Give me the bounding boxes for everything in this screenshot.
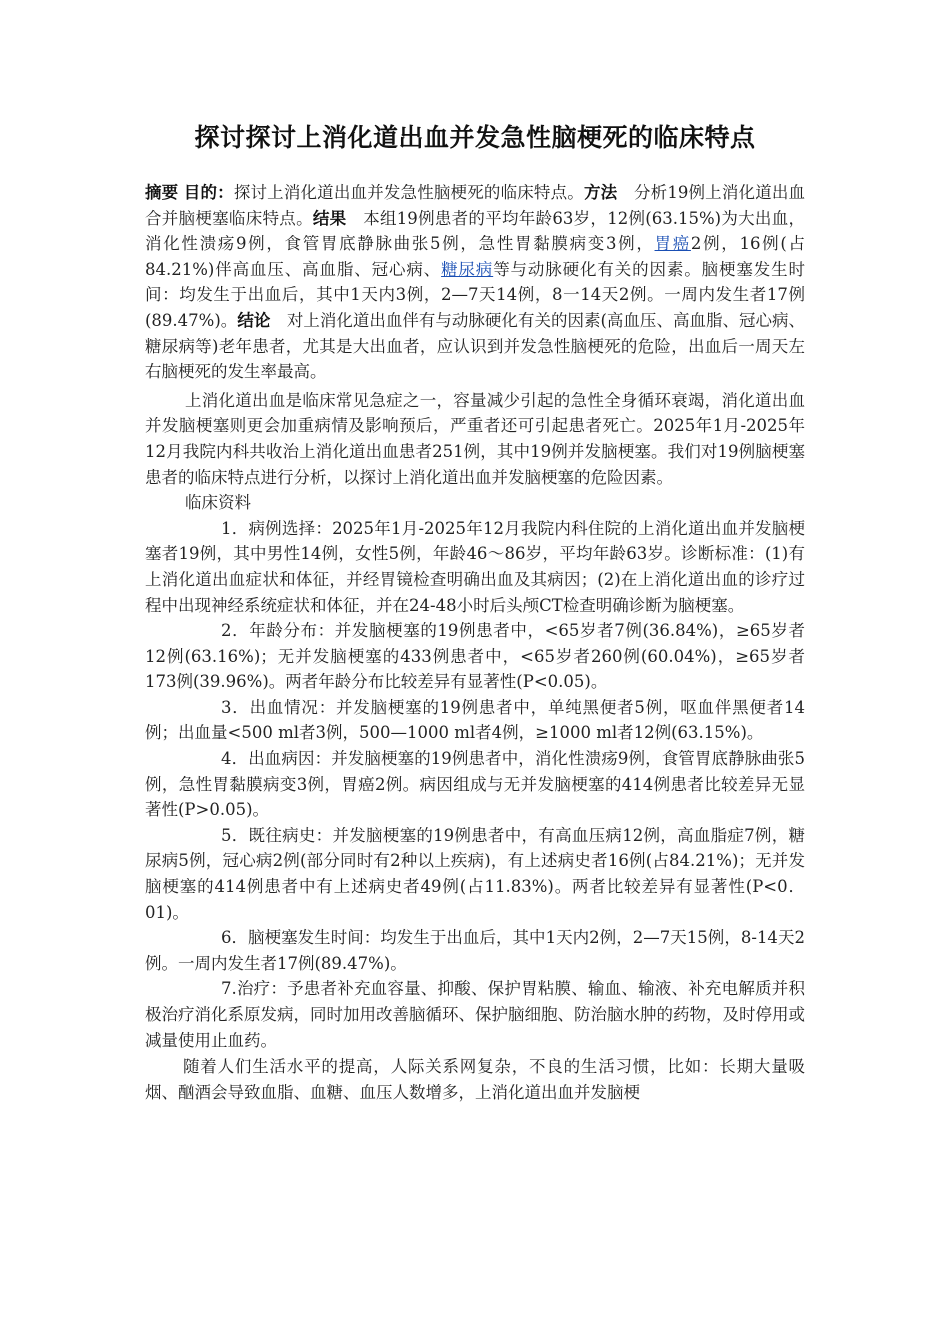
conclusion-text: 对上消化道出血伴有与动脉硬化有关的因素(高血压、高血脂、冠心病、糖尿病等)老年患者，尤其是大出血者，应认识到并发急性脑梗死的危险，出血后一周天左右脑梗死的发生率最高。 bbox=[145, 310, 806, 382]
item-bleeding-cause: 4．出血病因：并发脑梗塞的19例患者中，消化性溃疡9例，食管胃底静脉曲张5例，急性胃黏膜病变3例，胃癌2例。病因组成与无并发脑梗塞的414例患者比较差异无显著性(P>0.05)。 bbox=[145, 749, 805, 820]
method-label: 方法 bbox=[583, 183, 618, 202]
closing-paragraph: 随着人们生活水平的提高，人际关系网复杂，不良的生活习惯，比如：长期大量吸烟、酗酒会导致血脂、血糖、血压人数增多，上消化道出血并发脑梗 bbox=[145, 1057, 805, 1102]
diabetes-link[interactable]: 糖尿病 bbox=[441, 259, 494, 279]
item-case-selection: 1．病例选择：2025年1月-2025年12月我院内科住院的上消化道出血并发脑梗塞者19例，其中男性14例，女性5例，年龄46～86岁，平均年龄63岁。诊断标准：(1)有上消化道出血症状和体征，并经胃镜检查明确出血及其病因；(2)在上消化道出血的诊疗过程中出现神经系统症状和体征，并在24-48小时后头颅CT检查明确诊断为脑梗塞。 bbox=[145, 518, 805, 615]
result-text-1: 本组19例患者的平均年龄63岁，12例(63.15%)为大出血，消化性溃疡9例，食管胃底静脉曲张5例，急性胃黏膜病变3例， bbox=[145, 208, 806, 254]
objective-text: 探讨上消化道出血并发急性脑梗死的临床特点。 bbox=[233, 183, 584, 202]
item-medical-history: 5．既往病史：并发脑梗塞的19例患者中，有高血压病12例，高血脂症7例，糖尿病5例，冠心病2例(部分同时有2种以上疾病)，有上述病史者16例(占84.21%)；无并发脑梗塞的414例患者中有上述病史者49例(占11.83%)。两者比较差异有显著性(P<0．01)。 bbox=[145, 825, 805, 922]
abstract-label: 摘要 bbox=[145, 183, 179, 202]
item-treatment: 7.治疗：予患者补充血容量、抑酸、保护胃粘膜、输血、输液、补充电解质并积极治疗消化系原发病，同时加用改善脑循环、保护脑细胞、防治脑水肿的药物，及时停用或减量使用止血药。 bbox=[145, 979, 805, 1050]
item-bleeding-status: 3．出血情况：并发脑梗塞的19例患者中，单纯黑便者5例，呕血伴黑便者14例；出血量<500 ml者3例，500—1000 ml者4例，≥1000 ml者12例(63.15%)。 bbox=[145, 697, 805, 743]
document-body bbox=[145, 180, 805, 1105]
item-age-distribution: 2．年龄分布：并发脑梗塞的19例患者中，<65岁者7例(36.84%)，≥65岁者12例(63.16%)；无并发脑梗塞的433例患者中，<65岁者260例(60.04%)，≥65岁者173例(39.96%)。两者年龄分布比较差异有显著性(P<0.05)。 bbox=[145, 621, 805, 692]
intro-paragraph: 上消化道出血是临床常见急症之一，容量减少引起的急性全身循环衰竭，消化道出血并发脑梗塞则更会加重病情及影响预后，严重者还可引起患者死亡。2025年1月-2025年12月我院内科共收治上消化道出血患者251例，其中19例并发脑梗塞。我们对19例脑梗塞患者的临床特点进行分析，以探讨上消化道出血并发脑梗塞的危险因素。 bbox=[145, 390, 805, 487]
objective-label: 目的： bbox=[183, 183, 234, 202]
result-text-2: 2例，16例(占84.21%)伴高血压、高血脂、冠心病、 bbox=[145, 234, 805, 279]
conclusion-label: 结论 bbox=[237, 310, 271, 330]
item-onset-time: 6．脑梗塞发生时间：均发生于出血后，其中1天内2例，2—7天15例，8-14天2例。一周内发生者17例(89.47%)。 bbox=[145, 928, 805, 973]
abstract-paragraph bbox=[145, 180, 805, 385]
result-label: 结果 bbox=[312, 208, 347, 228]
section-heading: 临床资料 bbox=[185, 493, 251, 513]
document-title: 探讨探讨上消化道出血并发急性脑梗死的临床特点 bbox=[194, 123, 756, 152]
method-text: 分析19例上消化道出血合并脑梗塞临床特点。 bbox=[145, 183, 806, 228]
result-text-3: 等与动脉硬化有关的因素。脑梗塞发生时间：均发生于出血后，其中1天内3例，2—7天14例，8一14天2例。一周内发生者17例(89.47%)。 bbox=[145, 259, 806, 330]
gastric-cancer-link[interactable]: 胃癌 bbox=[654, 234, 691, 254]
